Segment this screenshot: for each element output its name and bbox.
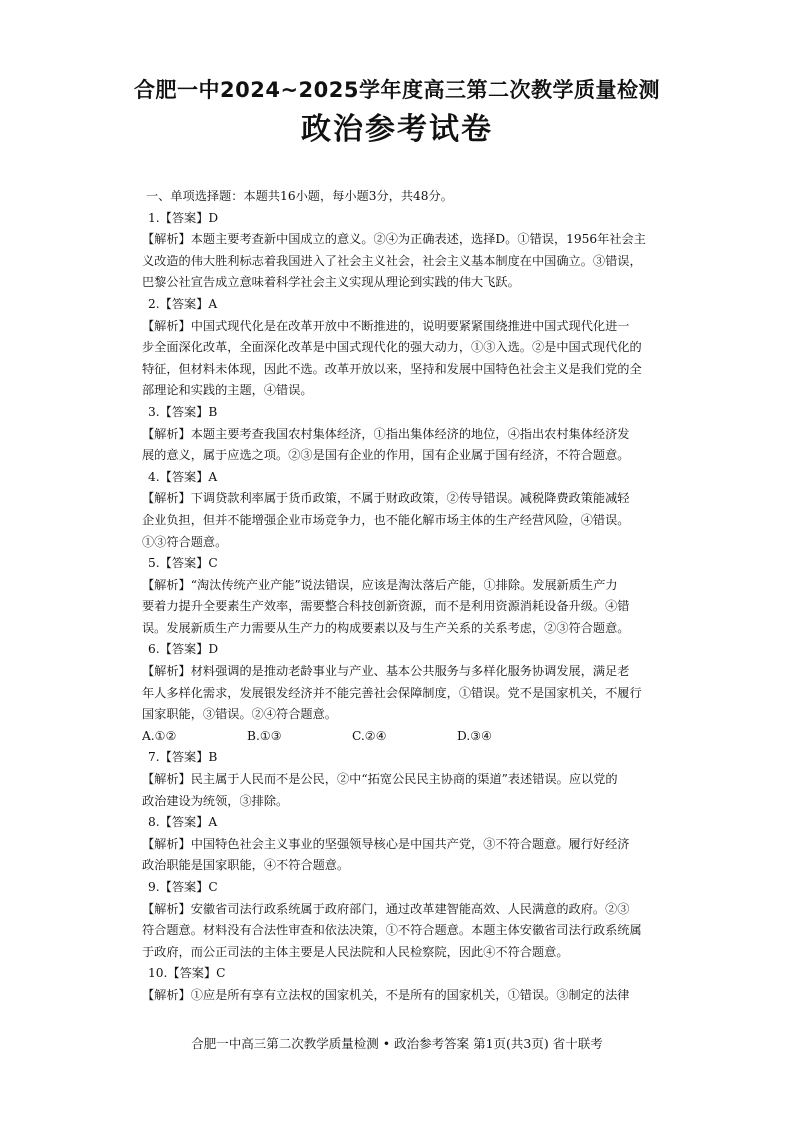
explanation-line: ①③符合题意。: [142, 534, 228, 549]
answer-content: [142, 186, 682, 1007]
explanation-line: 符合题意。材料没有合法性审查和依法决策，①不符合题意。本题主体安徽省司法行政系统属: [142, 923, 642, 938]
answer-label: 5.【答案】C: [148, 556, 218, 571]
explanation-line: 误。发展新质生产力需要从生产力的构成要素以及与生产关系的关系考虑，②③符合题意。: [142, 620, 630, 635]
explanation-line: 于政府，而公正司法的主体主要是人民法院和人民检察院，因此④不符合题意。: [142, 944, 569, 959]
exam-title: 合肥一中2024~2025学年度高三第二次教学质量检测: [134, 78, 660, 102]
explanation-line: 展的意义，属于应选之项。②③是国有企业的作用，国有企业属于国有经济，不符合题意。: [142, 448, 630, 463]
explanation-line: 年人多样化需求，发展银发经济并不能完善社会保障制度，①错误。党不是国家机关，不履行: [142, 685, 642, 700]
answer-label: 8.【答案】A: [148, 815, 218, 830]
section-heading: 一、单项选择题：本题共16小题，每小题3分，共48分。: [146, 189, 453, 203]
answer-label: 3.【答案】B: [148, 404, 218, 419]
explanation-line: 要着力提升全要素生产效率，需要整合科技创新资源，而不是利用资源消耗设备升级。④错: [142, 599, 630, 614]
question-1: [142, 208, 682, 294]
answer-label: 1.【答案】D: [148, 210, 219, 225]
explanation-line: 【解析】安徽省司法行政系统属于政府部门，通过改革建智能高效、人民满意的政府。②③: [142, 901, 630, 916]
explanation-line: 【解析】本题主要考查新中国成立的意义。②④为正确表述，选择D。①错误，1956年社会主: [142, 232, 646, 247]
explanation-line: 企业负担，但并不能增强企业市场竞争力，也不能化解市场主体的生产经营风险，④错误。: [142, 512, 630, 527]
explanation-line: 【解析】“淘汰传统产业产能”说法错误，应该是淘汰落后产能，①排除。发展新质生产力: [142, 577, 618, 592]
question-8: [142, 812, 682, 877]
answer-label: 7.【答案】B: [148, 750, 218, 765]
document-subtitle: 政治参考试卷: [301, 112, 493, 147]
explanation-line: 步全面深化改革，全面深化改革是中国式现代化的强大动力，①③入选。②是中国式现代化的: [142, 340, 642, 355]
question-2: [142, 294, 682, 402]
explanation-line: 【解析】中国特色社会主义事业的坚强领导核心是中国共产党，③不符合题意。履行好经济: [142, 836, 630, 851]
explanation-line: 部理论和实践的主题，④错误。: [142, 383, 313, 398]
explanation-line: 巴黎公社宣告成立意味着科学社会主义实现从理论到实践的伟大飞跃。: [142, 275, 520, 290]
question-6: [142, 639, 682, 747]
explanation-line: 【解析】中国式现代化是在改革开放中不断推进的，说明要紧紧围绕推进中国式现代化进一: [142, 318, 630, 333]
answer-label: 10.【答案】C: [148, 966, 226, 981]
question-4: [142, 467, 682, 553]
explanation-line: 政治建设为统领，③排除。: [142, 793, 289, 808]
answer-label: 9.【答案】C: [148, 880, 218, 894]
question-10: [142, 963, 682, 1006]
page-footer: 合肥一中高三第二次教学质量检测 • 政治参考答案 第1页(共3页) 省十联考: [191, 1036, 603, 1051]
option-a: A.①②: [142, 728, 177, 743]
explanation-line: 国家职能，③错误。②④符合题意。: [142, 707, 337, 722]
explanation-line: 【解析】民主属于人民而不是公民，②中“拓宽公民民主协商的渠道”表述错误。应以党的: [142, 772, 618, 787]
explanation-line: 【解析】本题主要考查我国农村集体经济，①指出集体经济的地位，④指出农村集体经济发: [142, 426, 630, 441]
option-c: C.②④: [352, 728, 387, 743]
question-7: [142, 747, 682, 812]
explanation-line: 【解析】下调贷款利率属于货币政策，不属于财政政策，②传导错误。减税降费政策能减轻: [142, 491, 630, 506]
option-row: [142, 726, 682, 748]
answer-label: 6.【答案】D: [148, 642, 219, 657]
explanation-line: 【解析】材料强调的是推动老龄事业与产业、基本公共服务与多样化服务协调发展，满足老: [142, 664, 630, 679]
question-3: [142, 402, 682, 467]
answer-label: 4.【答案】A: [148, 469, 218, 484]
explanation-line: 【解析】①应是所有享有立法权的国家机关，不是所有的国家机关，①错误。③制定的法律: [142, 987, 630, 1002]
explanation-line: 义改造的伟大胜利标志着我国进入了社会主义社会，社会主义基本制度在中国确立。③错误，: [142, 253, 642, 268]
question-5: [142, 553, 682, 639]
option-b: B.①③: [247, 728, 282, 743]
question-9: [142, 877, 682, 963]
explanation-line: 特征，但材料未体现，因此不选。改革开放以来，坚持和发展中国特色社会主义是我们党的全: [142, 361, 642, 376]
option-d: D.③④: [457, 728, 493, 743]
answer-label: 2.【答案】A: [148, 296, 218, 311]
explanation-line: 政治职能是国家职能，④不符合题意。: [142, 858, 350, 873]
